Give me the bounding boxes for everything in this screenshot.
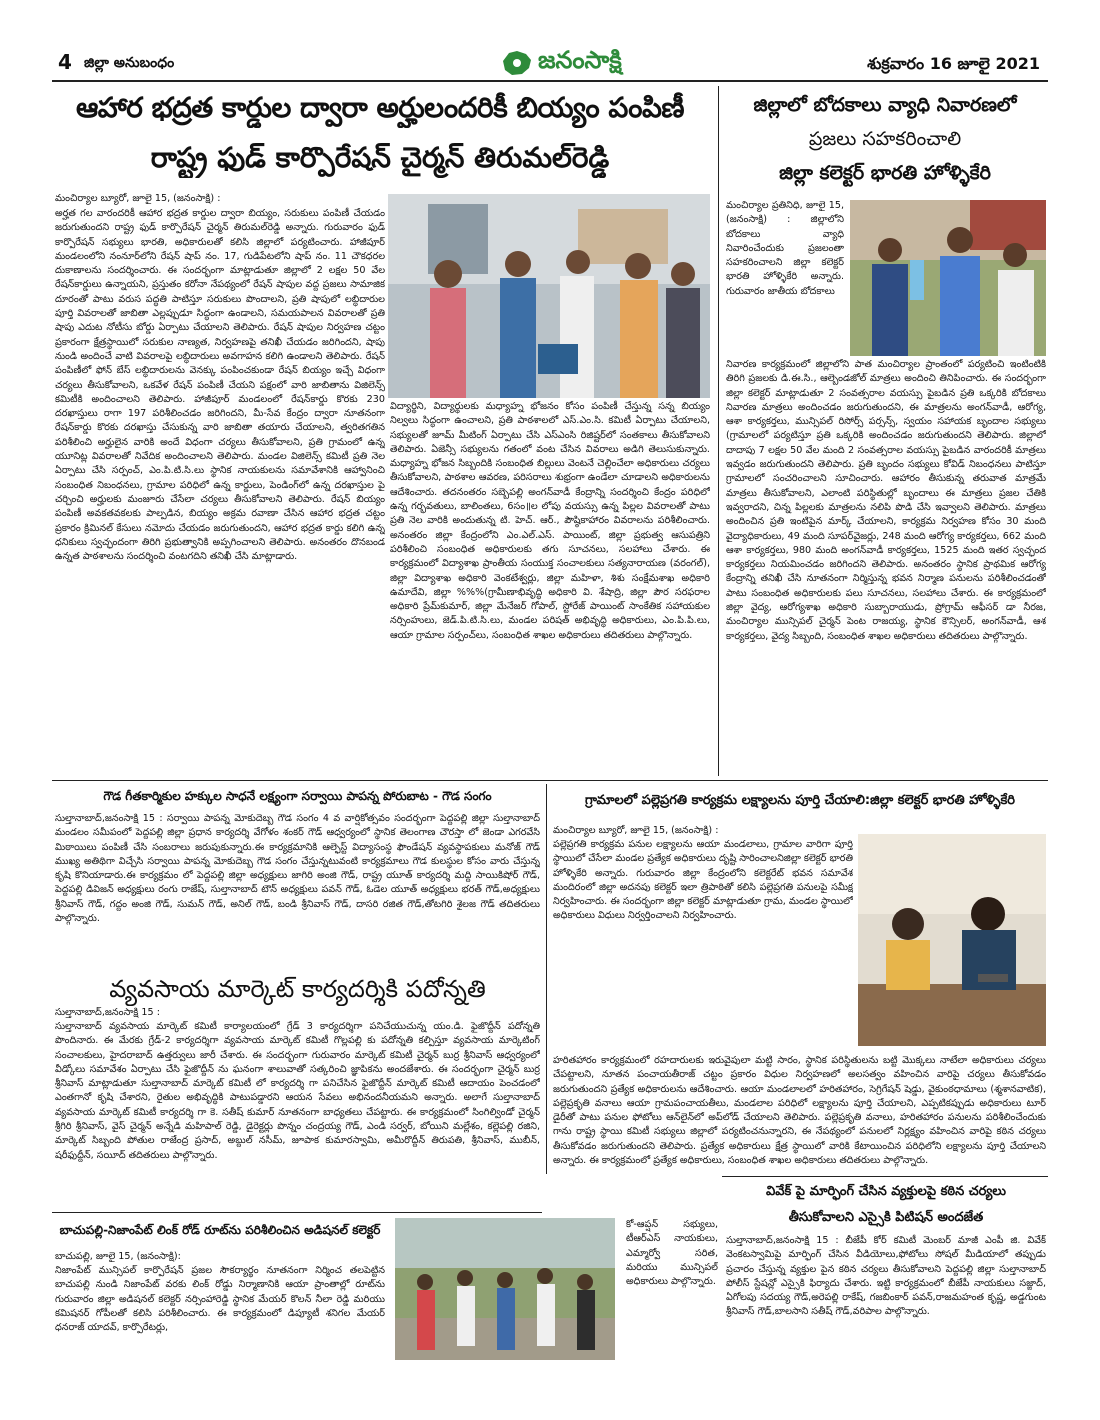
a6-dateline: మంచిర్యాల బ్యూరో, జూలై 15, (జనంసాక్షి) : — [553, 825, 719, 836]
a1-column-1: అర్హత గల వారందరికీ ఆహార భద్రత కార్డుల ద్వారా బియ్యం, సరుకులు పంపిణీ చేయడం జరుగుతుందని రాష్ట్ర ఫుడ్ కార్పొరేషన్ చైర్మన్ తిరుమల్‌రెడ్డి అన్నారు. గురువారం ఫుడ్ కార్పొరేషన్ సభ్యులు భారతి, అధికారులతో కలిసి జిల్లాలో పర్యటించారు. హాజీపూర్ మండలంలోని నంనూర్‌లోని రేషన్ షాప్ నం. 17, గుడిపేటలోని షాప్ నం. 11 చౌకధరల దుకాణాలను సందర్శించారు. ఈ సందర్భంగా మాట్లాడుతూ జిల్లాలో 2 లక్షల 50 వేల రేషన్‌కార్డులు ఉన్నాయని, ప్రస్తుతం కరోనా నేపథ్యంలో రేషన్ షాపుల వద్ద ప్రజలు సామాజిక దూరంతో పాటు వరుస పద్ధతి పాటిస్తూ సరుకులు పొందాలని, ప్రతి షాపులో లబ్ధిదారుల పూర్తి వివరాలతో జాబితా ఎల్లప్పుడూ సిద్ధంగా ఉండాలని, సమయపాలన వివరాలతో ప్రతి షాపు ఎదుట నోటీసు బోర్డు ఏర్పాటు చేయాలని తెలిపారు. రేషన్ షాపుల నిర్వహణ చట్టం ప్రకారంగా క్షేత్రస్థాయిలో సరుకుల నాణ్యత, నిర్వహణపై తనిఖీ చేయడం జరిగిందని, షాపు నుండి అందించే వాటి వివరాలపై లబ్ధిదారులు అవగాహన కలిగి ఉండాలని తెలిపారు. రేషన్ పంపిణీలో ఫోన్ బేస్ లబ్ధిదారులను వెనక్కు పంపించకుండా రేషన్ బియ్యం ఇచ్చే విధంగా చర్యలు తీసుకోవాలని, ఒకవేళ రేషన్ పంపిణీ చేయని పక్షంలో వారి జాబితాను విజిలెన్స్ కమిటీకి అందించాలని తెలిపారు. హాజీపూర్ మండలంలో రేషన్‌కార్డు కొరకు 230 దరఖాస్తులు రాగా 197 పరిశీలించడం జరిగిందని, మీ-సేవ కేంద్రం ద్వారా నూతనంగా రేషన్‌కార్డు కొరకు దరఖాస్తు చేసుకున్న వారి జాబితా తయారు చేయాలని, త్వరితగతిన పరిశీలించి అర్హులైన వారికి అందే విధంగా చర్యలు తీసుకోవాలని, ప్రతి గ్రామంలో ఉన్న యూనిట్ల వివరాలతో నివేదిక అందించాలని తెలిపారు. మండల విజిలెన్స్ కమిటీ ప్రతి నెల ఏర్పాటు చేసి సర్పంచ్, ఎం.పి.టి.సి.లు స్థానిక నాయకులను సమావేశానికి ఆహ్వానించి సంబంధిత నిబంధనలు, గ్రామాల పరిధిలో ఉన్న కార్డులు, పెండింగ్‌లో ఉన్న దరఖాస్తుల పై చర్చించి అర్హులకు మంజూరు చేసేలా చర్యలు తీసుకోవాలని తెలిపారు. రేషన్ బియ్యం పంపిణీ అవకతవకలకు పాల్పడిన, బియ్యం అక్రమ రవాణా చేసిన ఆహార భద్రత చట్టం ప్రకారం క్రిమినల్ కేసులు నమోదు చేయడం జరుగుతుందని, ఆహార భద్రత కార్డు కలిగి ఉన్న ధనికులు స్వచ్ఛందంగా తిరిగి ప్రభుత్వానికి అప్పగించాలని తెలిపారు. అనంతరం దొనబండ ఉన్నత పాఠశాలను సందర్శించి వంటగదిని తనిఖీ చేసి మాట్లాడారు. — [55, 208, 385, 563]
section-rule-1 — [52, 780, 1048, 781]
a7-body: సుల్తానాబాద్,జనంసాక్షి 15 : బీజేపీ కోర్ కమిటీ మెంబర్ మాజీ ఎంపీ జి. వివేక్ వెంకటస్వామిపై మార్ఫింగ్ చేసిన వీడియోలు,ఫోటోలు సోషల్ మీడియాలో తప్పుడు ప్రచారం చేస్తున్న వ్యక్తుల పైన కఠిన చర్యలు తీసుకోవాలని పెద్దపల్లి జిల్లా సుల్తానాబాద్ పోలీస్ స్టేషన్లో ఎస్సైకి ఫిర్యాదు చేశారు. ఇట్టి కార్యక్రమంలో బీజేపీ నాయకులు సజ్జాద్, ఏగోలపు సదయ్య గౌడ్,అరెపల్లి రాకేష్, గజబింకార్ పవన్,రాజమహంత కృష్ణ, అడ్డగుంట శ్రీనివాస్ గౌడ్,బాలసాని సతీష్ గౌడ్,వరిపాల పాల్గొన్నారు. — [726, 1235, 1046, 1318]
column-divider — [718, 86, 719, 776]
a1-headline-1: ఆహార భద్రత కార్డుల ద్వారా అర్హులందరికీ బియ్యం పంపిణీ — [75, 91, 685, 124]
section-rule-2 — [52, 1212, 542, 1213]
a7-headline-1: వివేక్ పై మార్ఫింగ్ చేసిన వ్యక్తులపై కఠిన చర్యలు — [766, 1184, 1006, 1199]
a1-dateline: మంచిర్యాల బ్యూరో, జూలై 15, (జనంసాక్షి) : — [55, 193, 221, 204]
a7-headline-2: తీసుకోవాలని ఎస్సైకి పిటిషన్ అందజేత — [788, 1210, 984, 1225]
a6-headline: గ్రామాలలో పల్లెప్రగతి కార్యక్రమ లక్ష్యాలను పూర్తి చేయాలి:జిల్లా కలెక్టర్ భారతి హోళ్ళికేరి — [584, 793, 1015, 808]
a2-lead: మంచిర్యాల ప్రతినిధి, జూలై 15, (జనంసాక్షి) : జిల్లాలోని బోదకాలు వ్యాధి నివారించేందుకు ప్రజలంతా సహకరించాలని జిల్లా కలెక్టర్ భారతి హోళ్ళికేరి అన్నారు. గురువారం జాతీయ బోదకాలు — [726, 200, 844, 297]
a5-headline: బాచుపల్లి-నిజాంపేట్ లింక్ రోడ్ రూట్‌ను పరిశీలించిన అడిషనల్ కలెక్టర్ — [59, 1223, 381, 1237]
a6-lead: పల్లెప్రగతి కార్యక్రమ పనుల లక్ష్యాలను ఆయా మండలాలు, గ్రామాల వారిగా పూర్తి స్థాయిలో చేసేలా మండల ప్రత్యేక అధికారులు దృష్టి సారించాలనిజిల్లా కలెక్టర్ భారతి హోళ్ళికేరి అన్నారు. గురువారం జిల్లా కేంద్రంలోని కలెక్టరేట్ భవన సమావేశ మందిరంలో జిల్లా అదనపు కలెక్టర్ ఇలా త్రిపాఠితో కలిసి పల్లెప్రగతి పనులపై సమీక్ష నిర్వహించారు. ఈ సందర్భంగా జిల్లా కలెక్టర్ మాట్లాడుతూ గ్రామ, మండల స్థాయిలో అధికారులు విధులు నిర్వర్తించాలని నిర్వహించారు. — [553, 839, 853, 922]
a4-body: సుల్తానాబాద్ వ్యవసాయ మార్కెట్ కమిటీ కార్యాలయంలో గ్రేడ్ 3 కార్యదర్శిగా పనిచేయుచున్న యం.డి. ఫైజొద్దీన్ పదోన్నతి పొందినారు. ఈ మేరకు గ్రేడ్-2 కార్యదర్శిగా వ్యవసాయ మార్కెట్ కమిటీ గొల్లపల్లి కు పదోన్నతి కల్పిస్తూ వ్యవసాయ మార్కెటింగ్ సంచాలకులు, హైదరాబాద్ ఉత్తర్వులు జారీ చేశారు. ఈ సందర్భంగా గురువారం మార్కెట్ కమిటీ చైర్మన్ బుర్ర శ్రీనివాస్ ఆధ్వర్యంలో వీడ్కోలు సమావేశం ఏర్పాటు చేసి ఫైజొద్దీన్ ను ఘనంగా శాలువాతో సత్కరించి జ్ఞాపికను అందజేశారు. ఈ సందర్భంగా చైర్మన్ బుర్ర శ్రీనివాస్ మాట్లాడుతూ సుల్తానాబాద్ మార్కెట్ కమిటీ లో కార్యదర్శి గా పనిచేసిన ఫైజొద్దీన్ మార్కెట్ కమిటీ ఆదాయం పెంచడంలో ఎంతగానో కృషి చేశారని, రైతుల అభివృద్ధికి పాటుపడ్డారని ఆయన సేవలు అభినందనీయమని అన్నారు. అలాగే సుల్తానాబాద్ వ్యవసాయ మార్కెట్ కమిటీ కార్యదర్శి గా కె. సతీష్ కుమార్ నూతనంగా బాధ్యతలు చేపట్టారు. ఈ కార్యక్రమంలో సింగిల్విండో చైర్మన్ శ్రీగిరి శ్రీనివాస్, వైస్ చైర్మన్ అన్నేడి మహిపాల్ రెడ్డి, డైరెక్టర్లు పొన్నం చంద్రయ్య గౌడ్, ఎండి సర్వర్, బోయిని మల్లేశం, కల్లెపల్లి రజిని, మార్కెట్ సిబ్బంది పోతుల రాజేంద్ర ప్రసాద్, అబ్దుల్ నసీమ్, జూపాక కుమారస్వామి, అమీరొద్దీన్ తిరుపతి, శ్రీనివాస్, ముబీన్, షరీఫుద్దీన్, సయీద్ తదితరులు పాల్గొన్నారు. — [55, 1021, 540, 1161]
masthead-rule — [52, 80, 1048, 82]
a1-column-2: విద్యార్థిని, విద్యార్థులకు మధ్యాహ్న భోజనం కోసం పంపిణీ చేస్తున్న సన్న బియ్యం నిల్వలు సిద్ధంగా ఉంచాలని, ప్రతి పాఠశాలలో ఎస్.ఎం.సి. కమిటీ ఏర్పాటు చేయాలని, సభ్యులతో జూమ్ మీటింగ్ ఏర్పాటు చేసి ఎస్ఎంసి రిజిష్టర్‌లో సంతకాలు తీసుకోవాలని తెలిపారు. ఏజెన్సీ సభ్యులను గతంలో వంట చేసిన వివరాలు అడిగి తెలుసుకున్నారు. మధ్యాహ్న భోజన సిబ్బందికి సంబంధిత బిల్లులు వెంటనే చెల్లించేలా అధికారులు చర్యలు తీసుకోవాలని, పాఠశాల ఆవరణ, పరిసరాలు శుభ్రంగా ఉండేలా చూడాలని అధికారులను ఆదేశించారు. తదనంతరం సబ్బెపల్లి అంగన్‌వాడీ కేంద్రాన్ని సందర్శించి కేంద్రం పరిధిలో ఉన్న గర్భవతులు, బాలింతలు, 6సం॥ల లోపు వయస్సు ఉన్న పిల్లల వివరాలతో పాటు ప్రతి నెల వారికి అందుతున్న టి. హెచ్. ఆర్., పౌష్ఠికాహారం వివరాలను పరిశీలించారు. అనంతరం జిల్లా కేంద్రంలోని ఎం.ఎల్.ఎస్. పాయింట్, జిల్లా ప్రభుత్వ ఆసుపత్రిని పరిశీలించి సంబంధిత అధికారులకు తగు సూచనలు, సలహాలు చేశారు. ఈ కార్యక్రమంలో విద్యాశాఖ ప్రాంతీయ సంయుక్త సంచాలకులు సత్యనారాయణ (వరంగల్), జిల్లా విద్యాశాఖ అధికారి వెంకటేశ్వర్లు, జిల్లా మహిళా, శిశు సంక్షేమశాఖ అధికారి ఉమాదేవి, జిల్లా %%%(గ్రామీణాభివృద్ధి అధికారి వి. శేషాద్రి, జిల్లా పౌర సరఫరాల అధికారి ప్రేమ్‌కుమార్, జిల్లా మేనేజర్ గోపాల్, స్టోరేజ్ పాయింట్ సాంకేతిక సహాయకుల నర్సింహులు, జెడ్.పి.టి.సి.లు, మండల పరిషత్ అభివృద్ధి అధికారులు, ఎం.పి.పి.లు, ఆయా గ్రామాల సర్పంచ్‌లు, సంబంధిత శాఖల అధికారులు తదితరులు పాల్గొన్నారు. — [390, 401, 710, 641]
a4-dateline: సుల్తానాబాద్,జనంసాక్షి 15 : — [55, 1007, 160, 1018]
a2-headline-1: జిల్లాలో బోదకాలు వ్యాధి నివారణలో — [753, 94, 1017, 116]
a3-headline: గౌడ గీతకార్మికుల హక్కుల సాధనే లక్ష్యంగా సర్వాయి పాపన్న పోరుబాట - గౌడ సంగం — [103, 789, 492, 803]
a2-headline-2: ప్రజలు సహకరించాలి — [808, 128, 962, 150]
a6-photo-collector-meeting — [858, 834, 1046, 1046]
a5-dateline: బాచుపల్లి, జూలై 15, (జనంసాక్షి): — [55, 1251, 181, 1262]
center-divider — [546, 784, 547, 1174]
a5-side-text: కో-ఆప్షన్ సభ్యులు, టీఆర్ఎస్ నాయకులు, ఎమ్మార్వో సరిత, మరియు మున్సిపల్ అధికారులు పాల్గొన్నారు. — [626, 1219, 718, 1288]
a4-headline: వ్యవసాయ మార్కెట్ కార్యదర్శికి పదోన్నతి — [109, 975, 486, 1003]
a3-body: సుల్తానాబాద్,జనంసాక్షి 15 : సర్వాయి పాపన్న మోకుదెబ్బ గౌడ సంగం 4 వ వార్షికోత్సవం సందర్భంగా పెద్దపల్లి జిల్లా సుల్తానాబాద్ మండలం సమీపంలో పెద్దపల్లి జిల్లా ప్రధాన కార్యదర్శి వేగోళం శంకర్ గౌడ్ ఆధ్వర్యంలో స్థానిక తెలంగాణ చౌరస్తా లో జెండా ఎగరవేసి మిఠాయిలు పంపిణీ చేసి సంబరాలు జరుపుకున్నారు.ఈ కార్యక్రమానికి ఆల్ఫెస్ట్ విద్యాసంస్థ ఫౌండేషన్ వ్యవస్థాపకులు మనోజ్ గౌడ్ ముఖ్య అతిథిగా విచ్చేసి సర్వాయి పాపన్న మోకుదెబ్బ గౌడ సంగం చేస్తున్నటువంటి కార్యక్రమాలు గౌడ కులస్థుల కోసం వారు చేస్తున్న కృషి కొనియాడారు.ఈ కార్యక్రమం లో పెద్దపల్లి జిల్లా అధ్యక్షులు జాగిరి అంజి గౌడ్, రాష్ట్ర యూత్ కార్యదర్శి మద్ది సాయికిషోర్ గౌడ్, పెద్దపల్లి డివిజన్ అధ్యక్షులు రంగు రాజేష్, సుల్తానాబాద్ టౌన్ అధ్యక్షులు పవన్ గౌడ్, ఓడెల యూత్ అధ్యక్షులు భరత్ గౌడ్,అధ్యక్షులు శ్రీనివాస్ గౌడ్, గద్దం అంజి గౌడ్, సుమన్ గౌడ్, అనిల్ గౌడ్, బండి శ్రీనివాస్ గౌడ్, దాసరి రజిత గౌడ్,తోటగిరి శైలజ గౌడ్ తదితరులు పాల్గొన్నారు. — [55, 813, 540, 925]
a1-headline-2: రాష్ట్ర ఫుడ్ కార్పొరేషన్ చైర్మన్ తిరుమల్‌రెడ్డి — [150, 141, 610, 174]
a5-photo-road-inspection — [395, 1218, 615, 1360]
section-name: జిల్లా అనుబంధం — [84, 55, 175, 71]
page-number: 4 — [58, 50, 72, 74]
a6-body: హరితహారం కార్యక్రమంలో రహదారులకు ఇరువైపులా మట్టి సారం, స్థానిక పరిస్థితులను బట్టి మొక్కలు నాటేలా అధికారులు చర్యలు చేపట్టాలని, నూతన పంచాయతీరాజ్ చట్టం ప్రకారం విధుల నిర్వహణలో అలసత్వం వహించిన వారిపై చర్యలు తీసుకోవడం జరుగుతుందని ప్రత్యేక అధికారులను ఆదేశించారు. ఆయా మండలాలలో హరితహారం, సెగ్రిగేషన్ షెడ్డు, వైకుంఠధామాలు (శ్మశానవాటిక), పల్లెప్రకృతి వనాలు ఆయా గ్రామపంచాయతీలు, మండలాల పరిధిలో లక్ష్యాలను పూర్తి చేయాలని, ఎప్పటికప్పుడు అధికారులు టూర్ డైరీతో పాటు పనుల ఫోటోలు ఆన్‌లైన్‌లో అప్‌లోడ్ చేయాలని తెలిపారు. పల్లెప్రకృతి వనాలు, హరితహారం పనులను పరిశీలించేందుకు గాను రాష్ట్ర స్థాయి కమిటీ సభ్యులు జిల్లాలో పర్యటించనున్నారని, ఈ నేపథ్యంలో పనులలో నిర్లక్ష్యం వహించిన వారిపై కఠిన చర్యలు తీసుకోవడం జరుగుతుందని తెలిపారు. ప్రత్యేక అధికారులు క్షేత్ర స్థాయిలో వారికి కేటాయించిన పరిధిలోని లక్ష్యాలను పూర్తి చేయాలని అన్నారు. ఈ కార్యక్రమంలో ప్రత్యేక అధికారులు, సంబంధిత శాఖల అధికారులు తదితరులు పాల్గొన్నారు. — [553, 1055, 1046, 1167]
telangana-map-icon — [500, 49, 534, 77]
section-rule-3 — [722, 1176, 1048, 1177]
issue-date: శుక్రవారం 16 జూలై 2021 — [867, 54, 1040, 73]
a2-body: నివారణ కార్యక్రమంలో జిల్లాలోని పాత మంచిర్యాల ప్రాంతంలో పర్యటించి ఇంటింటికి తిరిగి ప్రజలకు డి.ఈ.సి., ఆల్బెండజోల్ మాత్రలు అందించి తినిపించారు. ఈ సందర్భంగా జిల్లా కలెక్టర్ మాట్లాడుతూ 2 సంవత్సరాల వయస్సు పైబడిన ప్రతి ఒక్కరికి బోదకాలు నివారణ మాత్రలు అందించడం జరుగుతుందని, ఈ మాత్రలను అంగన్‌వాడీ, ఆరోగ్య, ఆశా కార్యకర్తలు, మున్సిపల్ రిసోర్స్ పర్సన్స్, స్వయం సహాయక బృందాల సభ్యులు (గ్రామాలలో పర్యటిస్తూ ప్రతి ఒక్కరికి అందించడం జరుగుతుందని తెలిపారు. జిల్లాలో దాదాపు 7 లక్షల 50 వేల మంది 2 సంవత్సరాల వయస్సు పైబడిన వారందరికీ మాత్రలు ఇవ్వడం జరుగుతుందని తెలిపారు. ప్రతి బృందం సభ్యులు కోవిడ్ నిబంధనలు పాటిస్తూ గ్రామాలలో సంచరించాలని సూచించారు. ఆహారం తీసుకున్న తరువాత మాత్రమే మాత్రలు తీసుకోవాలని, ఎలాంటి పరిస్థితుల్లో బృందాలు ఈ మాత్రలు ప్రజల చేతికి ఇవ్వరాదని, చిన్న పిల్లలకు మాత్రలను నలిపి పొడి చేసి ఇవ్వాలని తెలిపారు. మాత్రలు అందించిన ప్రతి ఇంటిపైన మార్క్ చేయాలని, కార్యక్రమ నిర్వహణ కోసం 30 మంది వైద్యాధికారులు, 49 మంది సూపర్‌వైజర్లు, 248 మంది ఆరోగ్య కార్యకర్తలు, 662 మంది ఆశా కార్యకర్తలు, 980 మంది అంగన్‌వాడీ కార్యకర్తలు, 1525 మంది ఇతర స్వచ్ఛంద కార్యకర్తలు నియమించడం జరిగిందని తెలిపారు. అనంతరం స్థానిక ప్రాథమిక ఆరోగ్య కేంద్రాన్ని తనిఖీ చేసి నూతనంగా నిర్మిస్తున్న భవన నిర్మాణ పనులను పరిశీలించడంతో పాటు సంబంధిత అధికారులకు పలు సూచనలు, సలహాలు చేశారు. ఈ కార్యక్రమంలో జిల్లా వైద్య, ఆరోగ్యశాఖ అధికారి సుబ్బారాయుడు, ప్రోగ్రామ్ ఆఫీసర్ డా నీరజ, మంచిర్యాల మున్సిపల్ చైర్మన్ పెంట రాజయ్య, స్థానిక కౌన్సిలర్, అంగన్‌వాడీ, ఆశ కార్యకర్తలు, వైద్య సిబ్బంది, సంబంధిత శాఖల అధికారులు తదితరులు పాల్గొన్నారు. — [726, 359, 1046, 642]
a2-photo-medicine-distribution — [850, 200, 1046, 356]
newspaper-logo — [500, 48, 680, 78]
a5-body: నిజాంపేట్ మున్సిపల్ కార్పొరేషన్ ప్రజల సౌకర్యార్థం నూతనంగా నిర్మించ తలపెట్టిన బాచుపల్లి నుండి నిజాంపేట్ వరకు లింక్ రోడ్డు నిర్మాణానికి ఆయా ప్రాంతాల్లో రూట్‌ను గురువారం జిల్లా అడిషనల్ కలెక్టర్ నర్సింహారెడ్డి స్థానిక మేయర్ కొలన్ నీలా రెడ్డి మరియు కమిషనర్ గోపీలతో కలిసి పరిశీలించారు. ఈ కార్యక్రమంలో డిప్యూటీ శనిగల మేయర్ ధనరాజ్ యాదవ్, కార్పొరేటర్లు, — [55, 1265, 385, 1334]
newspaper-name: జనంసాక్షి — [538, 46, 622, 74]
a1-photo-ration-shop — [388, 194, 710, 398]
a2-headline-3: జిల్లా కలెక్టర్ భారతి హోళ్ళికేరి — [779, 162, 991, 184]
